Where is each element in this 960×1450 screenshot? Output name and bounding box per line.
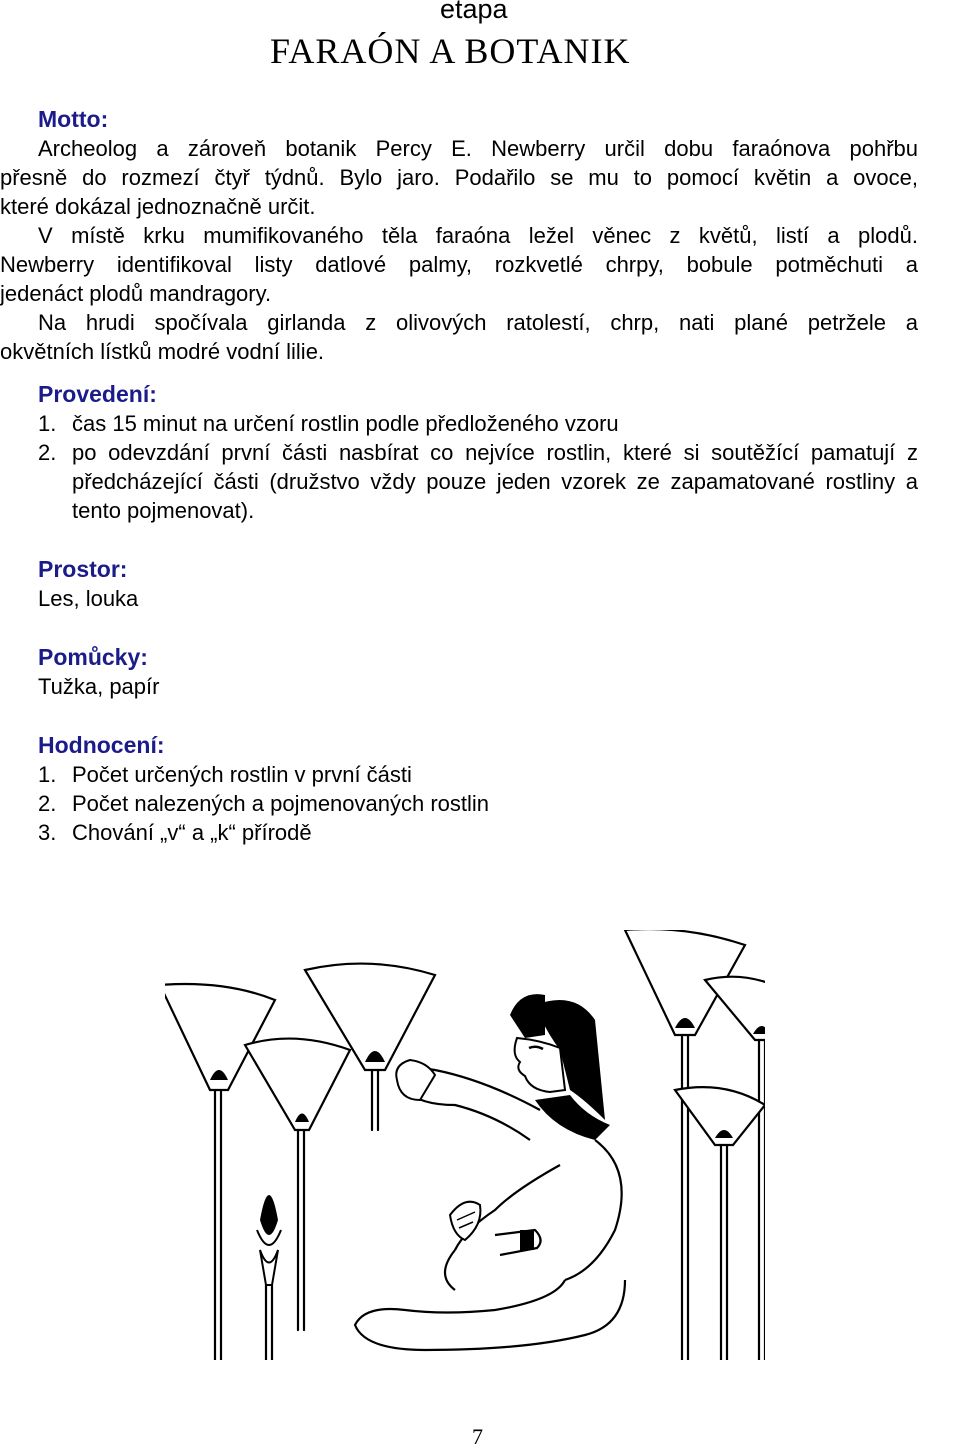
list-item xyxy=(38,409,918,438)
motto-line-6: jedenáct plodů mandragory. xyxy=(0,281,272,306)
provedeni-list xyxy=(38,409,918,525)
motto-line-7: Na hrudi spočívala girlanda z olivových ratolestí, chrp, nati plané petržele a xyxy=(38,310,918,335)
list-item-text: Chování „v“ a „k“ přírodě xyxy=(72,820,312,845)
page-title: FARAÓN A BOTANIK xyxy=(270,31,631,71)
list-item-text: čas 15 minut na určení rostlin podle předloženého vzoru xyxy=(72,411,619,436)
hodnoceni-list xyxy=(38,760,918,847)
list-item xyxy=(38,760,918,789)
stage-label: etapa xyxy=(440,0,508,24)
list-item-number: 3. xyxy=(38,820,57,845)
prostor-heading: Prostor: xyxy=(38,556,128,582)
list-item-text: Počet nalezených a pojmenovaných rostlin xyxy=(72,791,490,816)
provedeni-heading: Provedení: xyxy=(38,381,157,407)
motto-line-5: Newberry identifikoval listy datlové palmy, rozkvetlé chrpy, bobule potměchuti a xyxy=(0,252,918,277)
list-item-number: 2. xyxy=(38,440,57,465)
egyptian-botanist-illustration xyxy=(165,930,765,1360)
list-item-text: Počet určených rostlin v první části xyxy=(72,762,412,787)
list-item-number: 2. xyxy=(38,791,57,816)
list-item xyxy=(38,818,918,847)
list-item xyxy=(38,789,918,818)
motto-line-1: Archeolog a zároveň botanik Percy E. Newberry určil dobu faraónova pohřbu xyxy=(38,136,918,161)
page-number: 7 xyxy=(472,1424,483,1449)
prostor-text: Les, louka xyxy=(38,586,139,611)
list-item-text: po odevzdání první části nasbírat co nejvíce rostlin, které si soutěžící pamatují z předcházející části (družstvo vždy pouze jeden vzorek ze zapamatované rostliny a tento pojmenovat). xyxy=(72,440,918,523)
main-content xyxy=(0,105,918,847)
motto-line-3: které dokázal jednoznačně určit. xyxy=(0,194,316,219)
motto-heading: Motto: xyxy=(38,106,109,132)
motto-line-8: okvětních lístků modré vodní lilie. xyxy=(0,339,325,364)
pomucky-text: Tužka, papír xyxy=(38,674,160,699)
hodnoceni-heading: Hodnocení: xyxy=(38,732,165,758)
list-item-number: 1. xyxy=(38,762,57,787)
list-item xyxy=(38,438,918,525)
motto-line-2: přesně do rozmezí čtyř týdnů. Bylo jaro. Podařilo se mu to pomocí květin a ovoce, xyxy=(0,165,918,190)
list-item-number: 1. xyxy=(38,411,57,436)
motto-line-4: V místě krku mumifikovaného těla faraóna ležel věnec z květů, listí a plodů. xyxy=(38,223,918,248)
pomucky-heading: Pomůcky: xyxy=(38,644,148,670)
